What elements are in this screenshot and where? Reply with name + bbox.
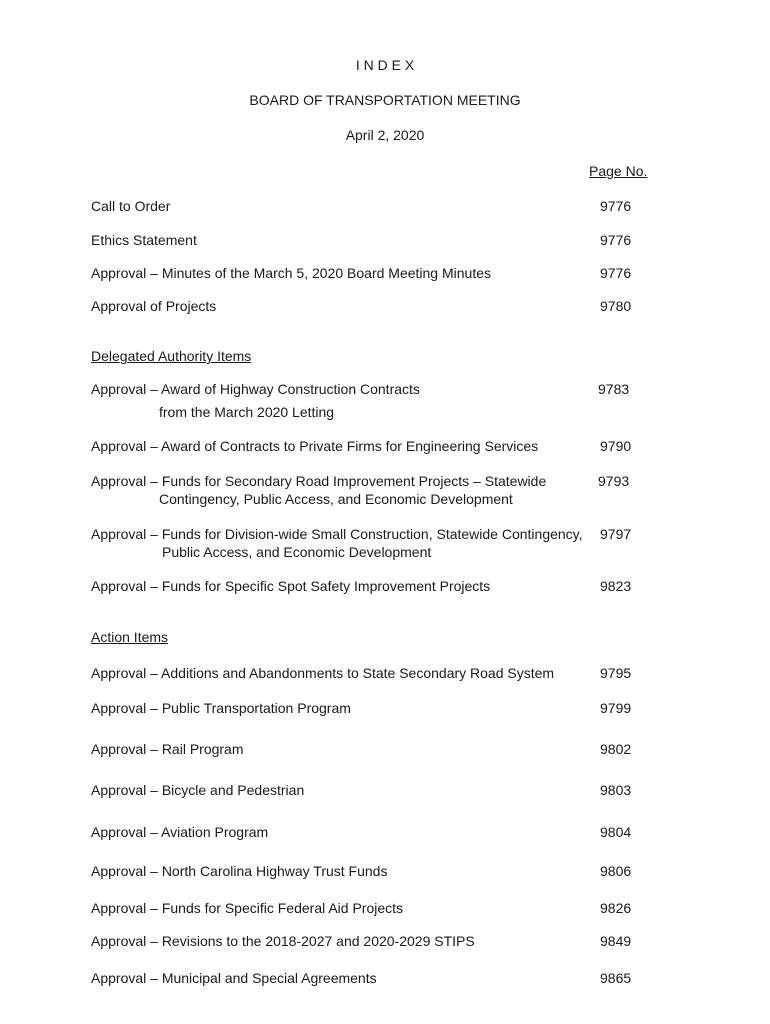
index-item-text: Approval – Funds for Division-wide Small Construction, Statewide Contingency,	[91, 526, 583, 542]
index-item-text: Approval – Aviation Program	[91, 824, 269, 840]
meeting-title: BOARD OF TRANSPORTATION MEETING	[249, 92, 521, 108]
index-item-page: 9802	[600, 741, 632, 757]
action-items-heading: Action Items	[91, 629, 169, 645]
delegated-authority-heading: Delegated Authority Items	[91, 348, 252, 364]
index-item-text: Approval – Minutes of the March 5, 2020 Board Meeting Minutes	[91, 265, 491, 281]
index-item-text: Call to Order	[91, 198, 171, 214]
meeting-date: April 2, 2020	[345, 127, 425, 143]
index-item-page: 9799	[600, 700, 632, 716]
index-item-page: 9804	[600, 824, 632, 840]
index-item-page: 9797	[600, 526, 632, 542]
index-item-page: 9803	[600, 782, 632, 798]
index-item-text: Approval – Revisions to the 2018-2027 and 2020-2029 STIPS	[91, 933, 475, 949]
page-number-heading: Page No.	[589, 163, 648, 179]
index-item-text: Approval – Award of Highway Construction Contracts	[91, 381, 420, 397]
index-item-text: Ethics Statement	[91, 232, 197, 248]
index-item-page: 9849	[600, 933, 632, 949]
index-item-page: 9823	[600, 578, 632, 594]
index-item-page: 9780	[600, 298, 632, 314]
index-item-text: Approval – Municipal and Special Agreements	[91, 970, 377, 986]
index-title: I N D E X	[355, 57, 415, 73]
index-item-page: 9793	[598, 473, 630, 489]
index-item-text: Approval of Projects	[91, 298, 217, 314]
index-item-text: Approval – Additions and Abandonments to State Secondary Road System	[91, 665, 555, 681]
index-item-text: Approval – Funds for Specific Federal Aid Projects	[91, 900, 404, 916]
index-item-page: 9795	[600, 665, 632, 681]
index-item-page: 9776	[600, 232, 632, 248]
index-item-page: 9783	[598, 381, 630, 397]
index-item-text: Approval – Funds for Secondary Road Improvement Projects – Statewide	[91, 473, 547, 489]
index-item-text: Approval – Bicycle and Pedestrian	[91, 782, 305, 798]
index-item-text: Approval – North Carolina Highway Trust Funds	[91, 863, 388, 879]
index-item-page: 9790	[600, 438, 632, 454]
index-item-page: 9776	[600, 265, 632, 281]
index-item-page: 9806	[600, 863, 632, 879]
index-item-page: 9826	[600, 900, 632, 916]
index-item-continuation: Public Access, and Economic Development	[162, 544, 432, 560]
index-item-text: Approval – Award of Contracts to Private Firms for Engineering Services	[91, 438, 539, 454]
index-item-continuation: Contingency, Public Access, and Economic Development	[159, 491, 513, 507]
index-item-page: 9865	[600, 970, 632, 986]
index-item-text: Approval – Funds for Specific Spot Safety Improvement Projects	[91, 578, 491, 594]
index-item-continuation: from the March 2020 Letting	[159, 404, 335, 420]
index-item-text: Approval – Public Transportation Program	[91, 700, 351, 716]
index-item-text: Approval – Rail Program	[91, 741, 244, 757]
index-item-page: 9776	[600, 198, 632, 214]
